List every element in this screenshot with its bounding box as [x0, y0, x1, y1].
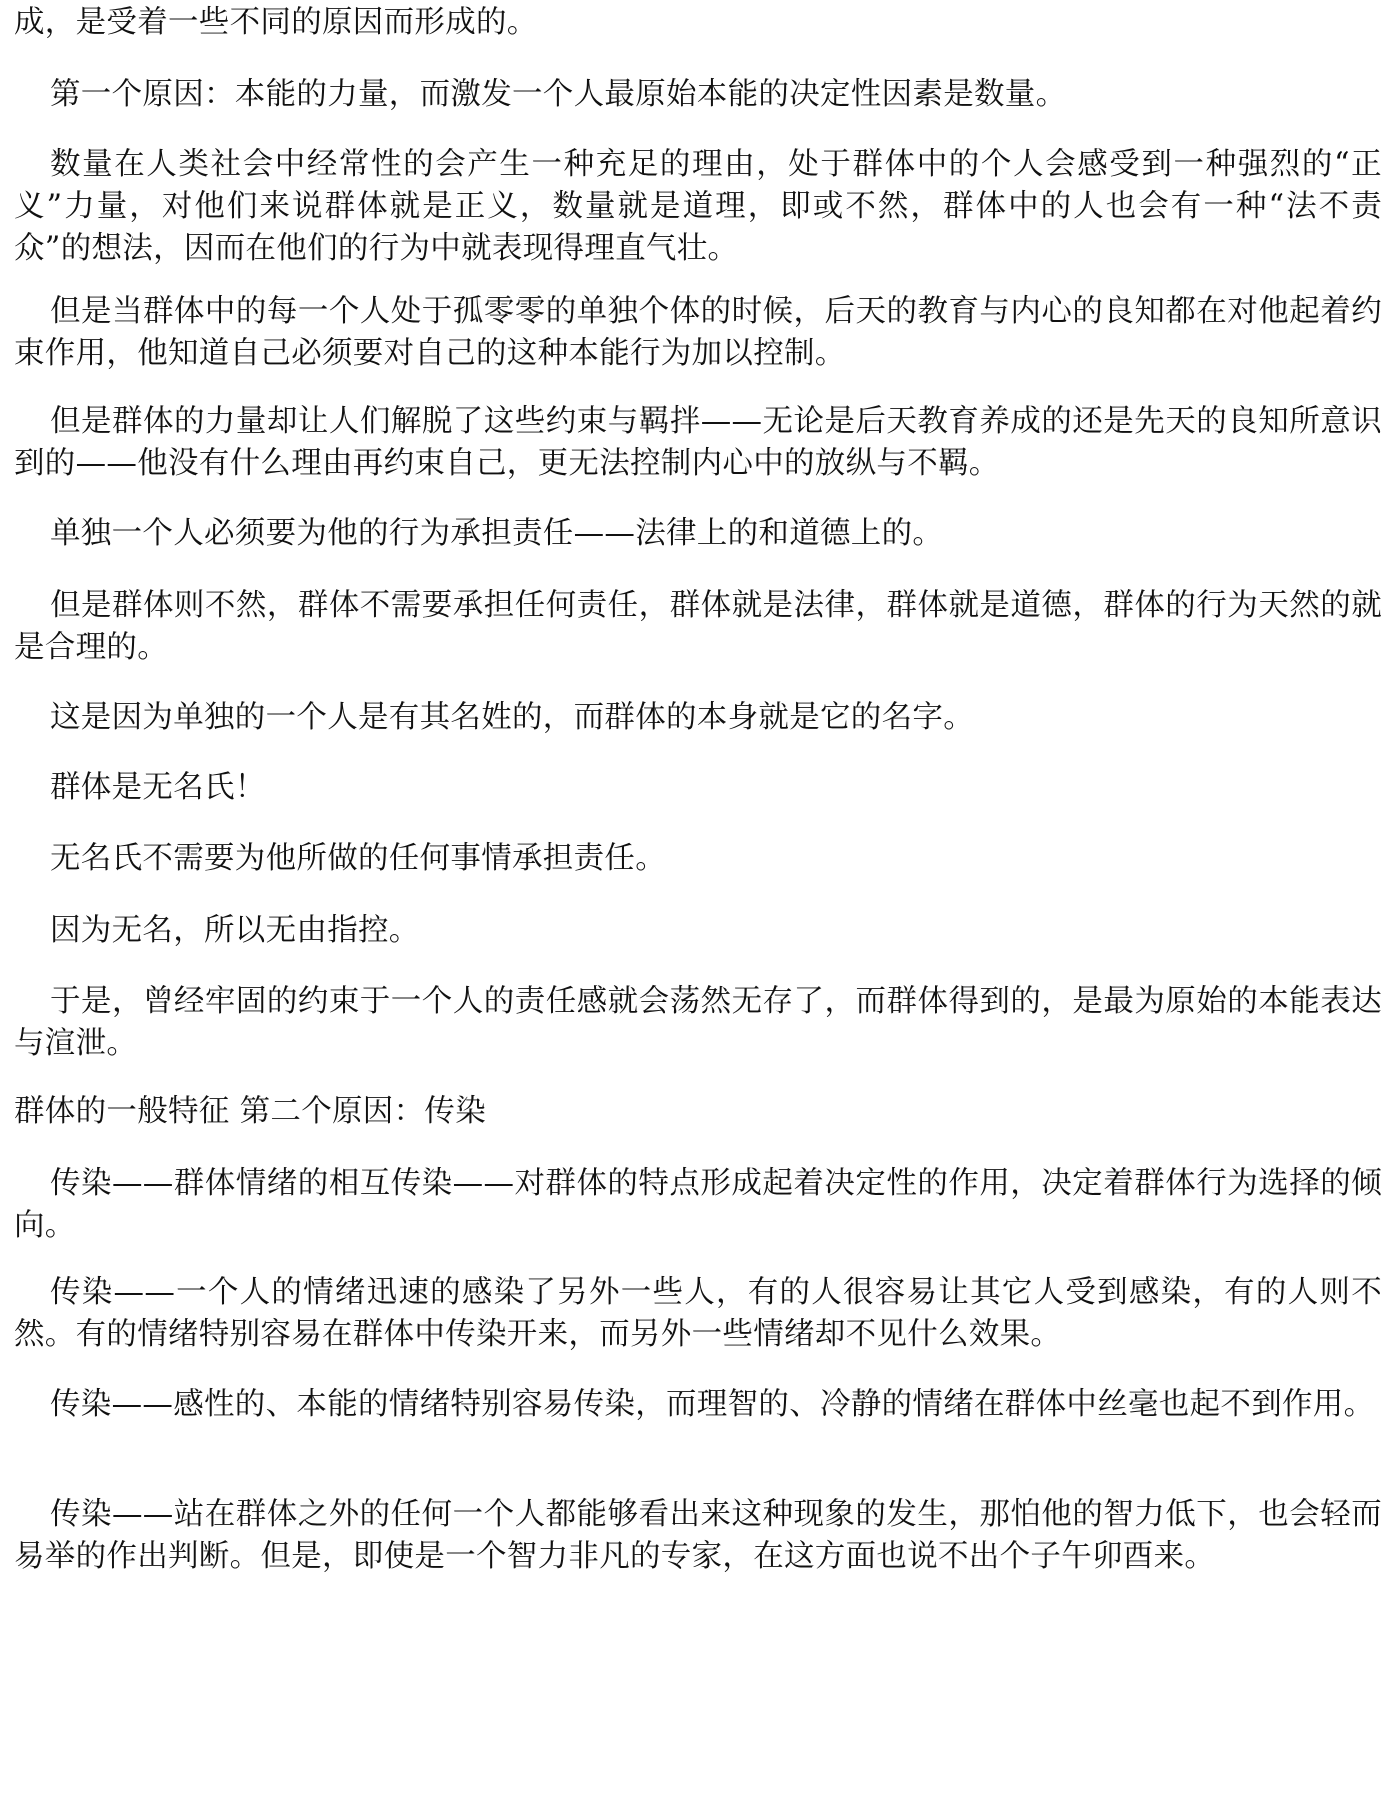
paragraph: 数量在人类社会中经常性的会产生一种充足的理由，处于群体中的个人会感受到一种强烈的“正义”力量，对他们来说群体就是正义，数量就是道理，即或不然，群体中的人也会有一种“法不责众”的想法，因而在他们的行为中就表现得理直气壮。: [14, 147, 1382, 266]
paragraph: 但是当群体中的每一个人处于孤零零的单独个体的时候，后天的教育与内心的良知都在对他起着约束作用，他知道自己必须要对自己的这种本能行为加以控制。: [14, 294, 1382, 371]
paragraph: 群体是无名氏！: [50, 770, 266, 805]
paragraph: 传染——一个人的情绪迅速的感染了另外一些人，有的人很容易让其它人受到感染，有的人则不然。有的情绪特别容易在群体中传染开来，而另外一些情绪却不见什么效果。: [14, 1275, 1382, 1352]
paragraph: 于是，曾经牢固的约束于一个人的责任感就会荡然无存了，而群体得到的，是最为原始的本能表达与渲泄。: [14, 984, 1382, 1061]
paragraph: 第一个原因：本能的力量，而激发一个人最原始本能的决定性因素是数量。: [50, 77, 1067, 112]
paragraph: 传染——站在群体之外的任何一个人都能够看出来这种现象的发生，那怕他的智力低下，也会轻而易举的作出判断。但是，即使是一个智力非凡的专家，在这方面也说不出个子午卯酉来。: [14, 1497, 1382, 1574]
paragraph: 传染——感性的、本能的情绪特别容易传染，而理智的、冷静的情绪在群体中丝毫也起不到作用。: [50, 1387, 1375, 1422]
paragraph: 单独一个人必须要为他的行为承担责任——法律上的和道德上的。: [50, 516, 944, 551]
paragraph: 但是群体则不然，群体不需要承担任何责任，群体就是法律，群体就是道德，群体的行为天然的就是合理的。: [14, 588, 1382, 665]
paragraph-continued: 成，是受着一些不同的原因而形成的。: [14, 5, 538, 40]
paragraph: 因为无名，所以无由指控。: [50, 913, 420, 948]
section-heading: 群体的一般特征 第二个原因：传染: [14, 1094, 486, 1129]
paragraph: 无名氏不需要为他所做的任何事情承担责任。: [50, 841, 666, 876]
paragraph: 传染——群体情绪的相互传染——对群体的特点形成起着决定性的作用，决定着群体行为选择的倾向。: [14, 1166, 1382, 1243]
paragraph: 但是群体的力量却让人们解脱了这些约束与羁拌——无论是后天教育养成的还是先天的良知所意识到的——他没有什么理由再约束自己，更无法控制内心中的放纵与不羁。: [14, 404, 1382, 481]
paragraph: 这是因为单独的一个人是有其名姓的，而群体的本身就是它的名字。: [50, 700, 974, 735]
